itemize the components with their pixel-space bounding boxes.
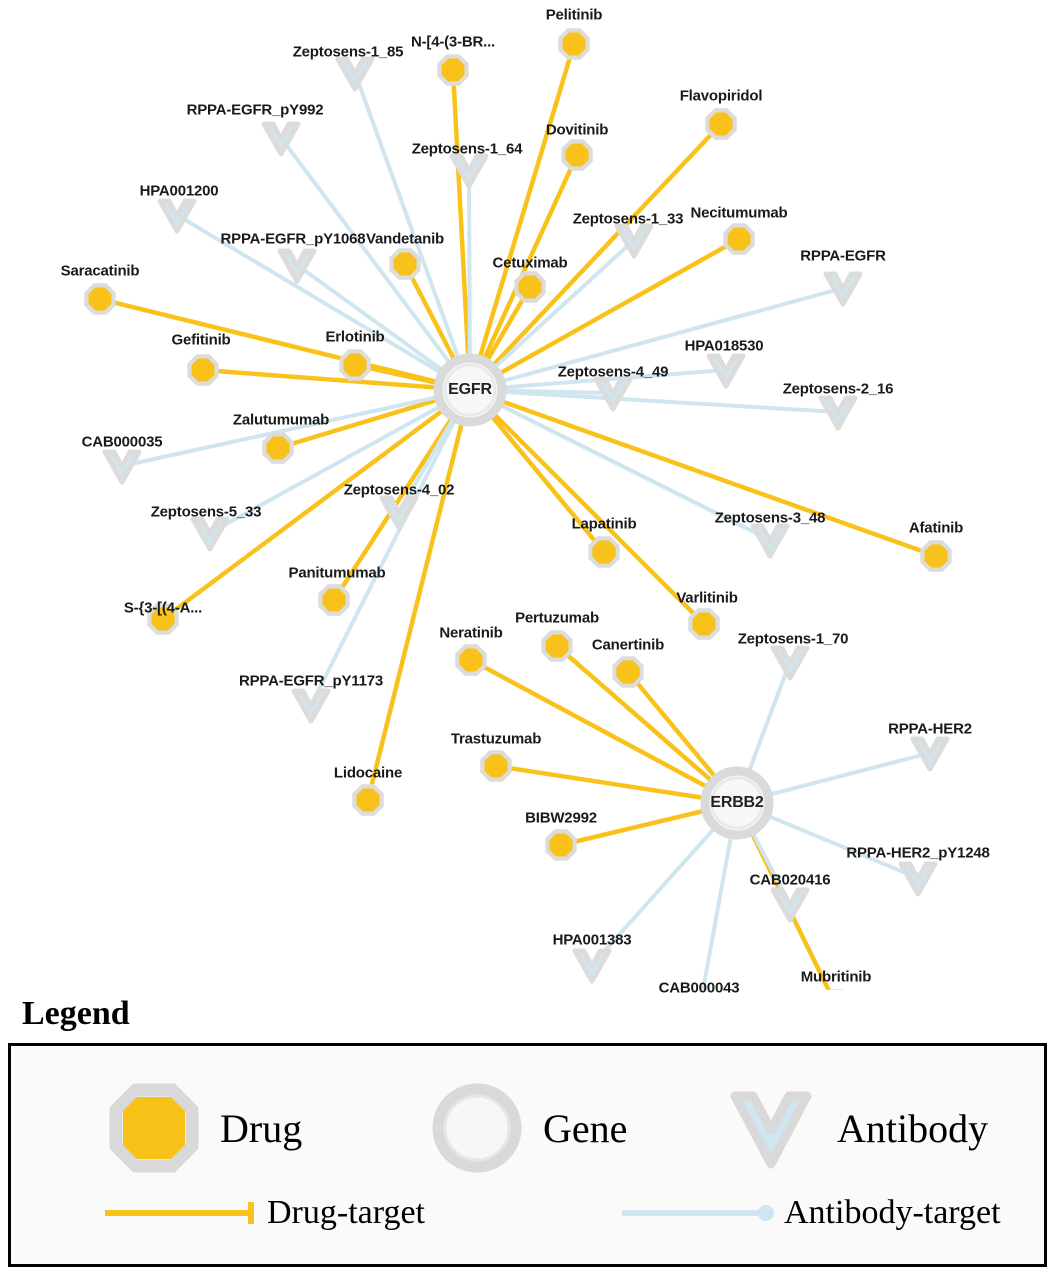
node-label: Afatinib bbox=[908, 519, 964, 537]
drug-node[interactable] bbox=[437, 54, 468, 85]
node-label: RPPA-HER2_pY1248 bbox=[846, 844, 990, 862]
node-label: Saracatinib bbox=[60, 262, 140, 280]
chevron-down-icon bbox=[338, 59, 372, 89]
legend-item-antibody bbox=[723, 1080, 988, 1176]
drug-node[interactable] bbox=[558, 28, 589, 59]
node-label: Zeptosens-3_48 bbox=[714, 509, 826, 527]
chevron-down-icon bbox=[294, 691, 328, 721]
octagon-icon bbox=[925, 545, 948, 568]
graph-edge bbox=[470, 390, 704, 624]
drug-node[interactable] bbox=[705, 108, 736, 139]
drug-node[interactable] bbox=[84, 283, 115, 314]
chevron-down-icon bbox=[280, 251, 314, 281]
drug-node[interactable] bbox=[723, 223, 754, 254]
octagon-icon bbox=[728, 228, 751, 251]
drug-node[interactable] bbox=[514, 271, 545, 302]
drug-node[interactable] bbox=[688, 608, 719, 639]
chevron-down-icon bbox=[753, 526, 787, 556]
drug-node[interactable] bbox=[352, 784, 383, 815]
chevron-down-icon bbox=[264, 124, 298, 154]
node-label: CAB000035 bbox=[81, 433, 163, 451]
octagon-icon bbox=[519, 276, 542, 299]
node-label: CAB020416 bbox=[749, 871, 831, 889]
octagon-icon bbox=[442, 59, 465, 82]
octagon-icon bbox=[460, 649, 483, 672]
chevron-down-icon bbox=[773, 648, 807, 678]
node-label: HPA018530 bbox=[684, 337, 764, 355]
drug-node[interactable] bbox=[545, 829, 576, 860]
node-label: Zeptosens-5_33 bbox=[150, 503, 262, 521]
antibody-node[interactable] bbox=[338, 59, 372, 89]
node-label: Mubritinib bbox=[800, 968, 872, 986]
node-label: RPPA-HER2 bbox=[888, 720, 972, 738]
node-label: Lidocaine bbox=[333, 764, 403, 782]
node-label: CAB000043 bbox=[658, 979, 740, 997]
octagon-icon bbox=[89, 288, 112, 311]
node-label: Zeptosens-1_33 bbox=[572, 210, 684, 228]
chevron-down-icon bbox=[826, 274, 860, 304]
antibody-node[interactable] bbox=[901, 864, 935, 894]
node-label: Vandetanib bbox=[365, 230, 445, 248]
antibody-node[interactable] bbox=[160, 201, 194, 231]
drug-node[interactable] bbox=[920, 540, 951, 571]
legend-label-antibody-target: Antibody-target bbox=[784, 1194, 1001, 1231]
drug-node[interactable] bbox=[612, 656, 643, 687]
legend-edge-types bbox=[11, 1194, 1044, 1254]
antibody-node[interactable] bbox=[280, 251, 314, 281]
legend-item-antibody-target bbox=[618, 1194, 1001, 1232]
drug-target-edge-icon bbox=[101, 1198, 261, 1228]
octagon-icon bbox=[710, 113, 733, 136]
chevron-down-icon bbox=[105, 452, 139, 482]
legend-title: Legend bbox=[22, 995, 130, 1032]
antibody-node[interactable] bbox=[575, 951, 609, 981]
node-label: Zeptosens-2_16 bbox=[782, 380, 894, 398]
node-label: Necitumumab bbox=[690, 204, 788, 222]
chevron-down-icon bbox=[913, 739, 947, 769]
chevron-down-icon bbox=[193, 519, 227, 549]
drug-node[interactable] bbox=[187, 354, 218, 385]
octagon-icon bbox=[106, 1080, 202, 1176]
node-label: RPPA-EGFR_pY1173 bbox=[238, 672, 384, 690]
node-label: Neratinib bbox=[439, 624, 503, 642]
drug-node[interactable] bbox=[318, 584, 349, 615]
node-label: Erlotinib bbox=[325, 328, 385, 346]
chevron-down-icon bbox=[160, 201, 194, 231]
chevron-down-icon bbox=[575, 951, 609, 981]
legend-label-gene: Gene bbox=[543, 1105, 628, 1151]
drug-node[interactable] bbox=[262, 432, 293, 463]
node-label: Zeptosens-1_85 bbox=[292, 43, 404, 61]
octagon-icon bbox=[563, 33, 586, 56]
node-label: Zeptosens-1_70 bbox=[737, 630, 849, 648]
octagon-icon bbox=[566, 144, 589, 167]
chevron-down-icon bbox=[773, 890, 807, 920]
node-label: Varlitinib bbox=[676, 589, 738, 607]
octagon-icon bbox=[550, 834, 573, 857]
antibody-node[interactable] bbox=[773, 890, 807, 920]
drug-node[interactable] bbox=[455, 644, 486, 675]
legend-item-drug-target bbox=[101, 1194, 425, 1232]
node-label: Zeptosens-4_49 bbox=[557, 363, 669, 381]
antibody-node[interactable] bbox=[294, 691, 328, 721]
octagon-icon bbox=[394, 253, 417, 276]
node-label: N-[4-(3-BR... bbox=[410, 33, 496, 51]
octagon-icon bbox=[617, 661, 640, 684]
node-label: Cetuximab bbox=[492, 254, 568, 272]
legend-label-antibody: Antibody bbox=[837, 1105, 989, 1151]
drug-node[interactable] bbox=[561, 139, 592, 170]
node-label: EGFR bbox=[448, 381, 492, 398]
chevron-down-icon bbox=[723, 1080, 819, 1176]
antibody-node[interactable] bbox=[773, 648, 807, 678]
legend-label-drug: Drug bbox=[220, 1105, 303, 1151]
legend-item-gene bbox=[429, 1080, 627, 1176]
octagon-icon bbox=[593, 541, 616, 564]
drug-node[interactable] bbox=[820, 989, 851, 990]
drug-node[interactable] bbox=[389, 248, 420, 279]
antibody-node[interactable] bbox=[105, 452, 139, 482]
antibody-node[interactable] bbox=[826, 274, 860, 304]
antibody-node[interactable] bbox=[913, 739, 947, 769]
antibody-node[interactable] bbox=[264, 124, 298, 154]
node-label: Zeptosens-4_02 bbox=[343, 481, 455, 499]
node-label: RPPA-EGFR_pY1068 bbox=[220, 230, 366, 248]
node-label: Flavopiridol bbox=[679, 87, 763, 105]
octagon-icon bbox=[485, 755, 508, 778]
node-label: ERBB2 bbox=[710, 794, 764, 811]
drug-node[interactable] bbox=[588, 536, 619, 567]
drug-node[interactable] bbox=[541, 630, 572, 661]
octagon-icon bbox=[323, 589, 346, 612]
antibody-node[interactable] bbox=[753, 526, 787, 556]
node-label: Gefitinib bbox=[171, 331, 231, 349]
node-halo bbox=[820, 989, 851, 990]
octagon-icon bbox=[357, 789, 380, 812]
octagon-icon bbox=[344, 354, 367, 377]
antibody-node[interactable] bbox=[193, 519, 227, 549]
node-label: Lapatinib bbox=[571, 515, 637, 533]
node-label: S-{3-[(4-A... bbox=[123, 599, 203, 617]
node-label: Canertinib bbox=[591, 636, 665, 654]
node-label: Trastuzumab bbox=[450, 730, 542, 748]
octagon-icon bbox=[192, 359, 215, 382]
drug-node[interactable] bbox=[480, 750, 511, 781]
node-label: Zalutumumab bbox=[232, 411, 330, 429]
octagon-icon bbox=[546, 635, 569, 658]
node-label: Pertuzumab bbox=[515, 609, 599, 627]
node-label: RPPA-EGFR bbox=[800, 247, 886, 265]
octagon-icon bbox=[693, 613, 716, 636]
circle-icon bbox=[429, 1080, 525, 1176]
node-label: HPA001200 bbox=[139, 182, 219, 200]
graph-edge bbox=[311, 390, 470, 705]
node-label: Panitumumab bbox=[288, 564, 386, 582]
node-label: Zeptosens-1_64 bbox=[411, 140, 523, 158]
legend-node-types bbox=[11, 1074, 1044, 1184]
legend-item-drug bbox=[106, 1080, 302, 1176]
node-label: Dovitinib bbox=[545, 121, 609, 139]
octagon-icon bbox=[267, 437, 290, 460]
antibody-target-edge-icon bbox=[618, 1198, 778, 1228]
node-label: HPA001383 bbox=[552, 931, 632, 949]
drug-node[interactable] bbox=[339, 349, 370, 380]
node-label: RPPA-EGFR_pY992 bbox=[186, 101, 324, 119]
legend-label-drug-target: Drug-target bbox=[267, 1194, 425, 1231]
node-label: Pelitinib bbox=[545, 6, 603, 24]
legend-box bbox=[8, 1043, 1047, 1267]
node-label: BIBW2992 bbox=[525, 809, 597, 827]
chevron-down-icon bbox=[901, 864, 935, 894]
